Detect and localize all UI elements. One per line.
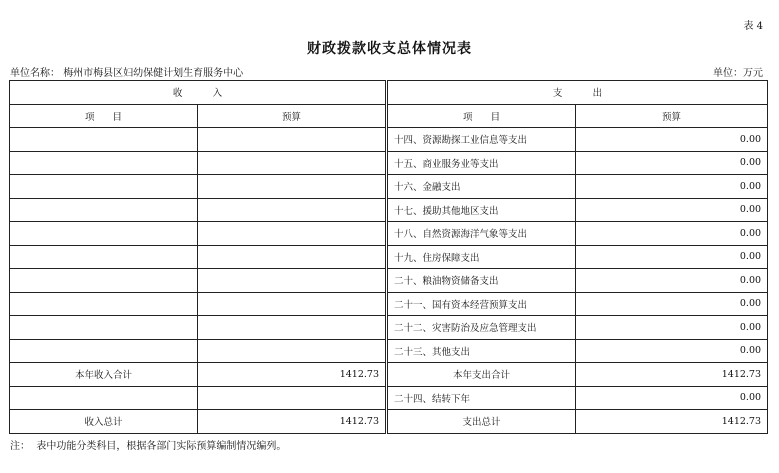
footnote: 注： 表中功能分类科目，根据各部门实际预算编制情况编列。 — [10, 441, 287, 452]
expense-amount-cell: 0.00 — [576, 175, 768, 199]
unit-name-label: 单位名称： — [10, 68, 60, 79]
currency-unit: 单位：万元 — [713, 68, 763, 79]
expense-subtotal-label: 本年支出合计 — [388, 363, 576, 387]
income-budget-header: 预算 — [198, 104, 386, 128]
section-header-row — [10, 81, 768, 105]
expense-amount-cell: 0.00 — [576, 222, 768, 246]
expense-amount-cell: 0.00 — [576, 198, 768, 222]
income-item-cell — [10, 175, 198, 199]
income-amount-cell — [198, 198, 386, 222]
income-item-cell — [10, 198, 198, 222]
expense-item-cell: 二十一、国有资本经营预算支出 — [388, 292, 576, 316]
expense-item-cell: 十六、金融支出 — [388, 175, 576, 199]
income-amount-cell — [198, 292, 386, 316]
income-subtotal-label: 本年收入合计 — [10, 363, 198, 387]
expense-amount-cell: 0.00 — [576, 316, 768, 340]
expense-subtotal-amount: 1412.73 — [576, 363, 768, 387]
carry-forward-row — [10, 386, 768, 410]
table-row — [10, 128, 768, 152]
income-item-cell — [10, 269, 198, 293]
table-row — [10, 175, 768, 199]
expense-item-cell: 二十二、灾害防治及应急管理支出 — [388, 316, 576, 340]
table-row — [10, 269, 768, 293]
expense-amount-cell: 0.00 — [576, 292, 768, 316]
table-row — [10, 316, 768, 340]
income-item-cell — [10, 386, 198, 410]
income-item-cell — [10, 222, 198, 246]
table-row — [10, 222, 768, 246]
income-item-cell — [10, 316, 198, 340]
expense-item-cell: 十四、资源勘探工业信息等支出 — [388, 128, 576, 152]
income-item-cell — [10, 128, 198, 152]
income-total-amount: 1412.73 — [198, 410, 386, 434]
income-amount-cell — [198, 222, 386, 246]
income-item-header: 项 目 — [10, 104, 198, 128]
table-row — [10, 151, 768, 175]
unit-name-line — [10, 64, 243, 79]
subtotal-row — [10, 363, 768, 387]
expense-item-cell: 二十、粮油物资储备支出 — [388, 269, 576, 293]
income-amount-cell — [198, 269, 386, 293]
expense-amount-cell: 0.00 — [576, 151, 768, 175]
table-number: 表 4 — [743, 21, 763, 32]
expense-item-header: 项 目 — [388, 104, 576, 128]
income-amount-cell — [198, 128, 386, 152]
expense-amount-cell: 0.00 — [576, 128, 768, 152]
unit-name-value: 梅州市梅县区妇幼保健计划生育服务中心 — [63, 68, 244, 79]
expense-item-cell: 十九、住房保障支出 — [388, 245, 576, 269]
income-amount-cell — [198, 339, 386, 363]
expense-amount-cell: 0.00 — [576, 245, 768, 269]
finance-table — [9, 80, 768, 434]
income-section-header: 收 入 — [10, 81, 386, 105]
column-header-row — [10, 104, 768, 128]
income-amount-cell — [198, 316, 386, 340]
income-subtotal-amount: 1412.73 — [198, 363, 386, 387]
expense-amount-cell: 0.00 — [576, 386, 768, 410]
expense-total-label: 支出总计 — [388, 410, 576, 434]
page-title: 财政拨款收支总体情况表 — [307, 41, 472, 57]
income-amount-cell — [198, 175, 386, 199]
income-amount-cell — [198, 386, 386, 410]
income-item-cell — [10, 151, 198, 175]
income-item-cell — [10, 245, 198, 269]
total-row — [10, 410, 768, 434]
expense-item-cell: 十八、自然资源海洋气象等支出 — [388, 222, 576, 246]
table-row — [10, 245, 768, 269]
income-total-label: 收入总计 — [10, 410, 198, 434]
expense-total-amount: 1412.73 — [576, 410, 768, 434]
expense-item-cell: 十五、商业服务业等支出 — [388, 151, 576, 175]
table-row — [10, 198, 768, 222]
income-item-cell — [10, 292, 198, 316]
table-row — [10, 339, 768, 363]
income-amount-cell — [198, 151, 386, 175]
expense-item-cell: 十七、援助其他地区支出 — [388, 198, 576, 222]
expense-item-cell: 二十三、其他支出 — [388, 339, 576, 363]
expense-budget-header: 预算 — [576, 104, 768, 128]
expense-amount-cell: 0.00 — [576, 339, 768, 363]
expense-amount-cell: 0.00 — [576, 269, 768, 293]
expense-section-header: 支 出 — [388, 81, 768, 105]
expense-item-cell: 二十四、结转下年 — [388, 386, 576, 410]
table-row — [10, 292, 768, 316]
income-item-cell — [10, 339, 198, 363]
income-amount-cell — [198, 245, 386, 269]
